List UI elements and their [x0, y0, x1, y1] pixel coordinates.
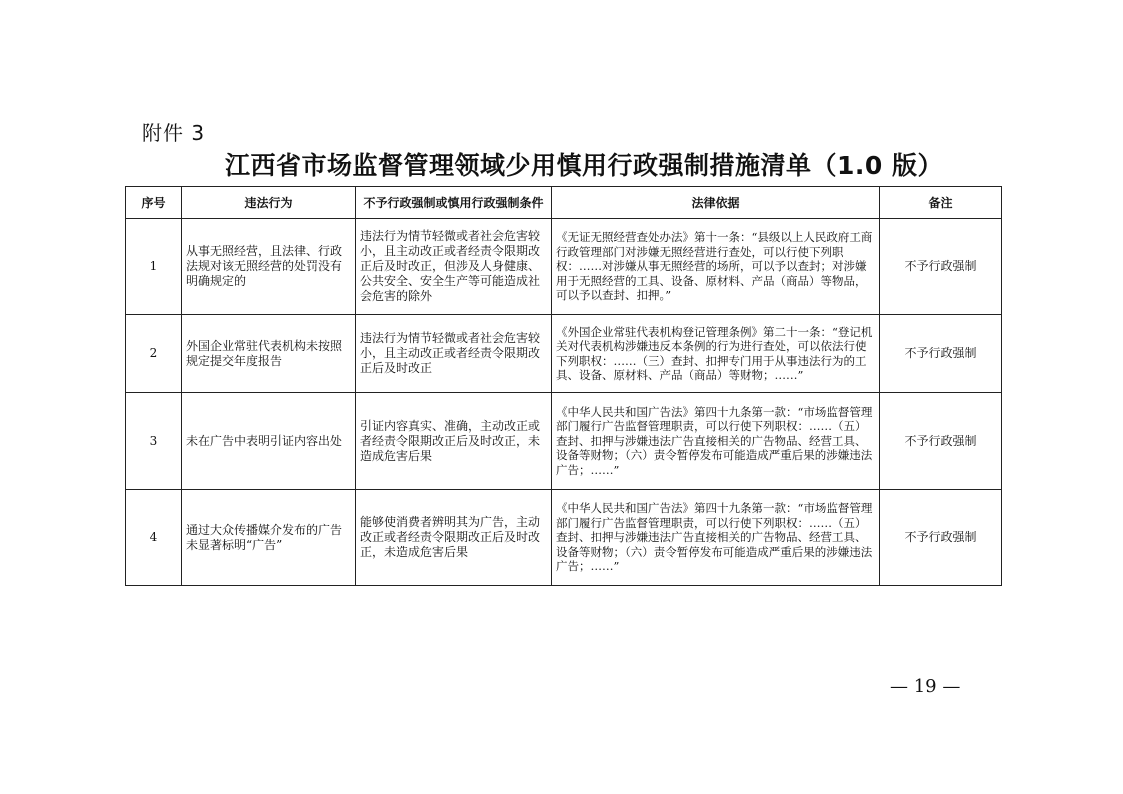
header-violation: 违法行为	[182, 187, 356, 219]
cell-condition: 违法行为情节轻微或者社会危害较小，且主动改正或者经责令限期改正后及时改正，但涉及人身健康、公共安全、安全生产等可能造成社会危害的除外	[356, 219, 552, 315]
cell-legal-basis: 《无证无照经营查处办法》第十一条：“县级以上人民政府工商行政管理部门对涉嫌无照经营进行查处，可以行使下列职权：……对涉嫌从事无照经营的场所，可以予以查封；对涉嫌用于无照经营的工具、设备、原材料、产品（商品）等物品，可以予以查封、扣押。”	[552, 219, 880, 315]
cell-condition: 引证内容真实、准确，主动改正或者经责令限期改正后及时改正，未造成危害后果	[356, 393, 552, 490]
cell-violation: 外国企业常驻代表机构未按照规定提交年度报告	[182, 315, 356, 393]
cell-no: 2	[126, 315, 182, 393]
table-header-row	[126, 187, 1002, 219]
table-row	[126, 315, 1002, 393]
header-condition: 不予行政强制或慎用行政强制条件	[356, 187, 552, 219]
cell-condition: 能够使消费者辨明其为广告，主动改正或者经责令限期改正后及时改正，未造成危害后果	[356, 490, 552, 586]
table-row	[126, 393, 1002, 490]
header-no: 序号	[126, 187, 182, 219]
cell-condition: 违法行为情节轻微或者社会危害较小，且主动改正或者经责令限期改正后及时改正	[356, 315, 552, 393]
page-title: 江西省市场监督管理领域少用慎用行政强制措施清单（1.0 版）	[225, 151, 943, 180]
table-row	[126, 490, 1002, 586]
header-note: 备注	[880, 187, 1002, 219]
cell-no: 4	[126, 490, 182, 586]
attachment-label: 附件 3	[142, 121, 206, 145]
cell-legal-basis: 《外国企业常驻代表机构登记管理条例》第二十一条：“登记机关对代表机构涉嫌违反本条例的行为进行查处，可以依法行使下列职权：……（三）查封、扣押专门用于从事违法行为的工具、设备、原材料、产品（商品）等财物；……”	[552, 315, 880, 393]
cell-legal-basis: 《中华人民共和国广告法》第四十九条第一款：“市场监督管理部门履行广告监督管理职责，可以行使下列职权：……（五）查封、扣押与涉嫌违法广告直接相关的广告物品、经营工具、设备等财物；（六）责令暂停发布可能造成严重后果的涉嫌违法广告；……”	[552, 490, 880, 586]
cell-violation: 通过大众传播媒介发布的广告未显著标明“广告”	[182, 490, 356, 586]
enforcement-measures-table	[125, 186, 1002, 586]
cell-note: 不予行政强制	[880, 315, 1002, 393]
cell-note: 不予行政强制	[880, 490, 1002, 586]
table-row	[126, 219, 1002, 315]
cell-note: 不予行政强制	[880, 393, 1002, 490]
cell-no: 1	[126, 219, 182, 315]
cell-note: 不予行政强制	[880, 219, 1002, 315]
cell-violation: 从事无照经营，且法律、行政法规对该无照经营的处罚没有明确规定的	[182, 219, 356, 315]
cell-legal-basis: 《中华人民共和国广告法》第四十九条第一款：“市场监督管理部门履行广告监督管理职责，可以行使下列职权：……（五）查封、扣押与涉嫌违法广告直接相关的广告物品、经营工具、设备等财物；（六）责令暂停发布可能造成严重后果的涉嫌违法广告；……”	[552, 393, 880, 490]
page-number: — 19 —	[890, 676, 961, 697]
cell-no: 3	[126, 393, 182, 490]
header-legal-basis: 法律依据	[552, 187, 880, 219]
cell-violation: 未在广告中表明引证内容出处	[182, 393, 356, 490]
